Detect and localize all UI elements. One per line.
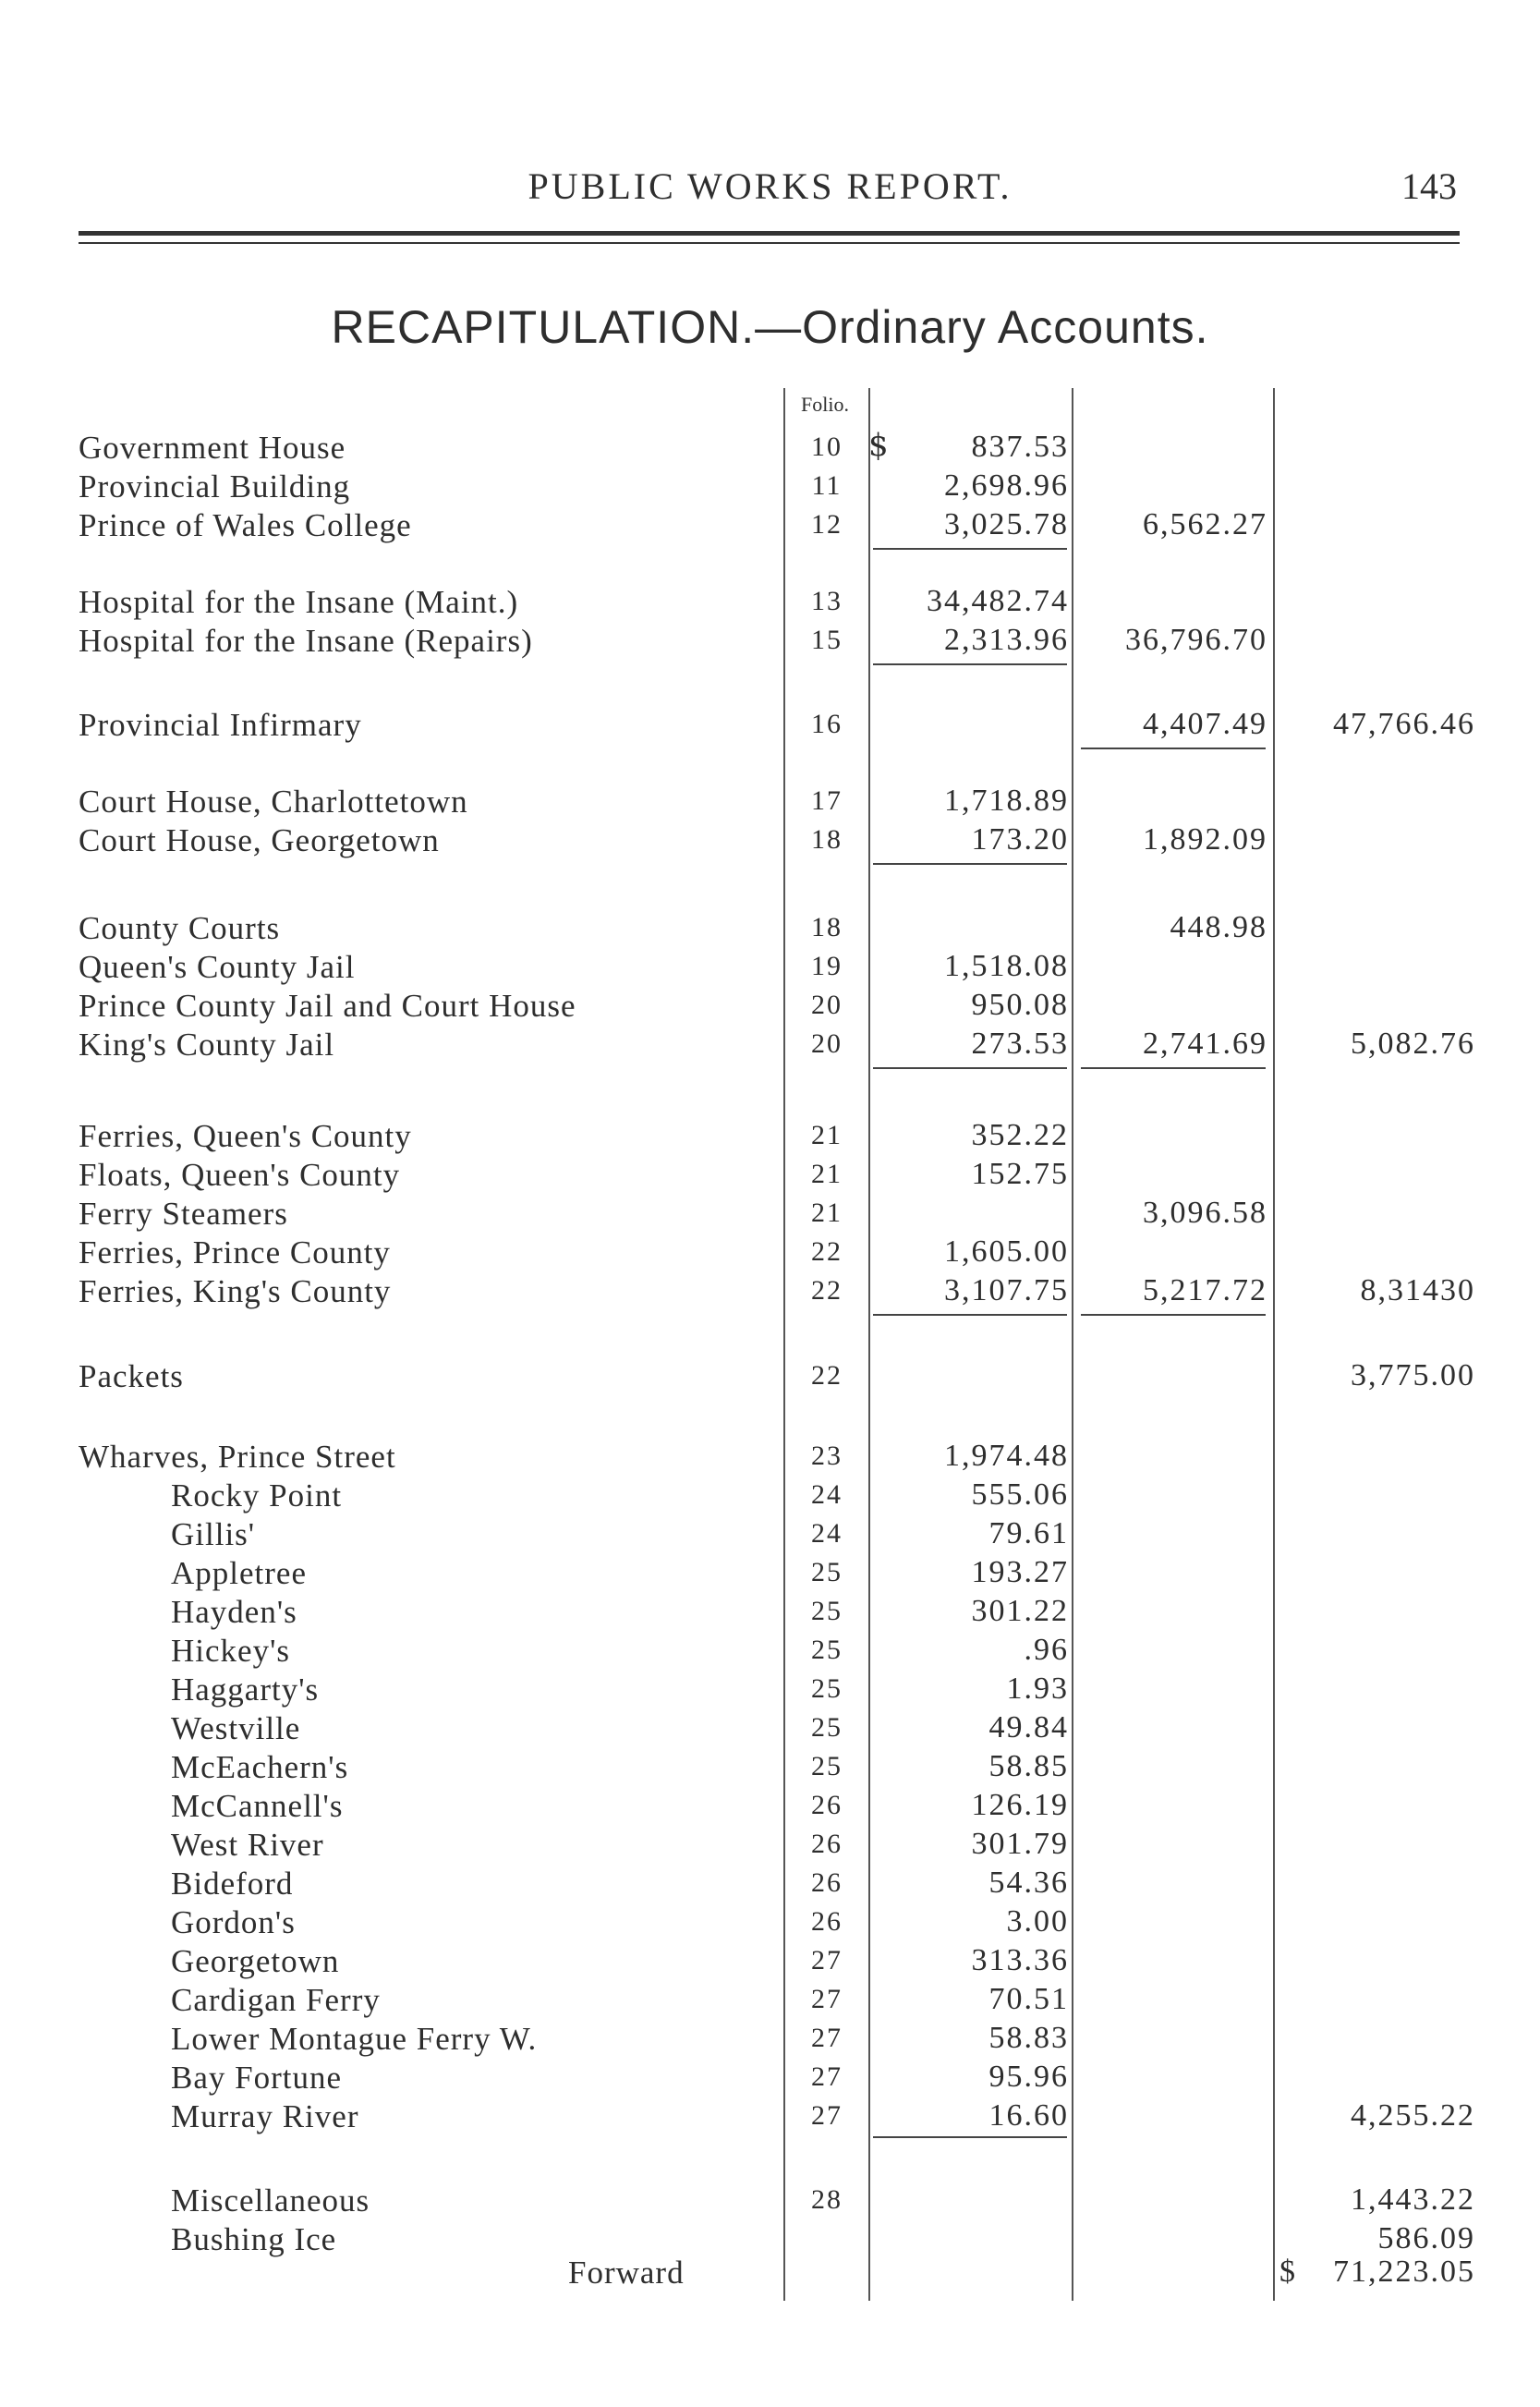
row-amount: 152.75 (971, 1157, 1069, 1191)
column-rule (873, 863, 1067, 865)
row-amount: 273.53 (971, 1027, 1069, 1061)
row-amount: 58.85 (988, 1749, 1069, 1783)
table-row (0, 1196, 1540, 1234)
row-amount: 313.36 (971, 1943, 1069, 1977)
row-folio: 26 (811, 1906, 843, 1937)
row-label: Cardigan Ferry (171, 1982, 381, 2018)
row-label: Hayden's (171, 1594, 297, 1630)
running-head-title: PUBLIC WORKS REPORT. (527, 165, 1013, 207)
row-amount: 79.61 (988, 1516, 1069, 1550)
table-row (0, 623, 1540, 662)
row-folio: 20 (811, 990, 843, 1020)
row-folio: 27 (811, 2100, 843, 2131)
row-total: 8,31430 (1360, 1273, 1475, 1307)
column-rule (1081, 1314, 1266, 1316)
row-folio: 26 (811, 1790, 843, 1820)
row-folio: 25 (811, 1673, 843, 1704)
row-label: McCannell's (171, 1788, 344, 1824)
row-folio: 25 (811, 1712, 843, 1743)
row-folio: 18 (811, 912, 843, 942)
row-amount: 3,025.78 (944, 507, 1069, 541)
table-row (0, 1982, 1540, 2021)
row-subtotal: 5,217.72 (1143, 1273, 1267, 1307)
forward-row (0, 2255, 1540, 2293)
running-head (0, 164, 1540, 211)
row-label: Rocky Point (171, 1477, 343, 1513)
table-row (0, 1788, 1540, 1827)
row-amount: 2,698.96 (944, 468, 1069, 503)
subtotal-rule (873, 2136, 1067, 2138)
row-subtotal: 6,562.27 (1143, 507, 1267, 541)
row-label: Gillis' (171, 1516, 256, 1552)
row-label: Lower Montague Ferry W. (171, 2021, 538, 2057)
row-amount: 301.79 (971, 1827, 1069, 1861)
row-label: Floats, Queen's County (79, 1157, 401, 1193)
row-label: Ferry Steamers (79, 1196, 288, 1232)
row-amount: 49.84 (988, 1710, 1069, 1744)
row-folio: 22 (811, 1236, 843, 1267)
row-label: Hospital for the Insane (Repairs) (79, 623, 533, 659)
table-row (0, 1234, 1540, 1273)
row-total: 4,255.22 (1351, 2098, 1475, 2133)
row-label: Hospital for the Insane (Maint.) (79, 584, 519, 620)
table-row (0, 784, 1540, 822)
row-label: Bay Fortune (171, 2060, 343, 2096)
row-total: 3,775.00 (1351, 1358, 1475, 1392)
row-amount: 950.08 (971, 988, 1069, 1022)
table-row (0, 1672, 1540, 1710)
row-folio: 25 (811, 1557, 843, 1587)
row-label: Ferries, Prince County (79, 1234, 391, 1270)
page-title: RECAPITULATION.—Ordinary Accounts. (331, 301, 1209, 353)
column-rule (1081, 1067, 1266, 1069)
table-row (0, 1710, 1540, 1749)
table-row (0, 1594, 1540, 1633)
row-total: 586.09 (1377, 2221, 1475, 2255)
table-row (0, 468, 1540, 507)
row-label: Wharves, Prince Street (79, 1439, 396, 1475)
row-label: Bushing Ice (171, 2221, 337, 2257)
table-row (0, 1516, 1540, 1555)
table-row (0, 2021, 1540, 2060)
row-amount: 1,974.48 (944, 1439, 1069, 1473)
row-folio: 15 (811, 625, 843, 655)
page-number: 143 (1401, 165, 1457, 207)
row-folio: 18 (811, 824, 843, 855)
row-folio: 11 (811, 470, 843, 501)
row-label: Haggarty's (171, 1672, 320, 1708)
row-amount: 555.06 (971, 1477, 1069, 1512)
folio-header: Folio. (801, 393, 849, 416)
row-folio: 21 (811, 1120, 843, 1150)
row-folio: 22 (811, 1275, 843, 1306)
table-row (0, 949, 1540, 988)
row-amount: 126.19 (971, 1788, 1069, 1822)
row-label: Court House, Charlottetown (79, 784, 468, 820)
table-row (0, 1633, 1540, 1672)
row-folio: 16 (811, 709, 843, 739)
row-folio: 27 (811, 2023, 843, 2053)
row-label: Court House, Georgetown (79, 822, 440, 858)
row-amount: 352.22 (971, 1118, 1069, 1152)
row-amount: 1,518.08 (944, 949, 1069, 983)
row-label: County Courts (79, 910, 281, 946)
row-total: 47,766.46 (1333, 707, 1475, 741)
table-row (0, 1358, 1540, 1397)
row-label: King's County Jail (79, 1027, 335, 1063)
row-folio: 12 (811, 509, 843, 540)
row-label: Provincial Infirmary (79, 707, 362, 743)
row-amount: 3,107.75 (944, 1273, 1069, 1307)
table-row (0, 584, 1540, 623)
row-folio: 17 (811, 785, 843, 816)
row-label: McEachern's (171, 1749, 349, 1785)
row-folio: 10 (811, 432, 843, 462)
column-rule (873, 548, 1067, 550)
row-folio: 19 (811, 951, 843, 981)
table-row (0, 1943, 1540, 1982)
column-rule (873, 663, 1067, 665)
row-subtotal: 36,796.70 (1125, 623, 1267, 657)
forward-label: Forward (568, 2255, 685, 2291)
row-label: Miscellaneous (171, 2182, 370, 2219)
row-label: Government House (79, 430, 346, 466)
row-label: Hickey's (171, 1633, 290, 1669)
row-amount: 34,482.74 (927, 584, 1069, 618)
row-folio: 27 (811, 1984, 843, 2014)
table-row (0, 1273, 1540, 1312)
row-folio: 24 (811, 1518, 843, 1549)
row-amount: 1,605.00 (944, 1234, 1069, 1269)
row-label: West River (171, 1827, 324, 1863)
table-row (0, 1827, 1540, 1866)
table-row (0, 1866, 1540, 1904)
row-folio: 21 (811, 1197, 843, 1228)
table-row (0, 1904, 1540, 1943)
row-folio: 25 (811, 1751, 843, 1781)
row-label: Appletree (171, 1555, 307, 1591)
table-row (0, 2060, 1540, 2098)
table-row (0, 1749, 1540, 1788)
row-amount: 301.22 (971, 1594, 1069, 1628)
row-folio: 22 (811, 1360, 843, 1391)
row-subtotal: 448.98 (1170, 910, 1267, 944)
row-amount: 58.83 (988, 2021, 1069, 2055)
table-row (0, 822, 1540, 861)
row-amount: 1.93 (1006, 1672, 1069, 1706)
forward-dollar-sign: $ (1279, 2255, 1295, 2289)
table-row (0, 988, 1540, 1027)
row-label: Westville (171, 1710, 301, 1746)
dollar-sign: $ (868, 427, 889, 464)
row-amount: 70.51 (988, 1982, 1069, 2016)
column-rule (873, 1067, 1067, 1069)
row-total: 5,082.76 (1351, 1027, 1475, 1061)
row-label: Prince County Jail and Court House (79, 988, 576, 1024)
row-folio: 27 (811, 1945, 843, 1975)
row-subtotal: 2,741.69 (1143, 1027, 1267, 1061)
column-rule (1081, 748, 1266, 749)
row-folio: 13 (811, 586, 843, 616)
row-amount: 173.20 (971, 822, 1069, 857)
row-amount: 837.53 (971, 430, 1069, 464)
row-label: Prince of Wales College (79, 507, 412, 543)
row-label: Provincial Building (79, 468, 351, 504)
table-row (0, 2098, 1540, 2137)
row-folio: 25 (811, 1596, 843, 1626)
row-label: Ferries, King's County (79, 1273, 392, 1309)
table-row (0, 1555, 1540, 1594)
row-label: Gordon's (171, 1904, 296, 1940)
table-row (0, 1157, 1540, 1196)
table-row (0, 430, 1540, 468)
row-folio: 21 (811, 1159, 843, 1189)
table-row (0, 507, 1540, 546)
row-folio: 26 (811, 1829, 843, 1859)
table-row (0, 707, 1540, 746)
row-total: 1,443.22 (1351, 2182, 1475, 2217)
row-folio: 20 (811, 1028, 843, 1059)
table-row (0, 1027, 1540, 1065)
row-subtotal: 3,096.58 (1143, 1196, 1267, 1230)
table-row (0, 1477, 1540, 1516)
row-subtotal: 4,407.49 (1143, 707, 1267, 741)
row-folio: 23 (811, 1441, 843, 1471)
row-amount: 193.27 (971, 1555, 1069, 1589)
row-label: Queen's County Jail (79, 949, 356, 985)
forward-total: 71,223.05 (1333, 2255, 1475, 2289)
row-label: Murray River (171, 2098, 359, 2134)
row-amount: 16.60 (988, 2098, 1069, 2133)
row-label: Bideford (171, 1866, 294, 1902)
row-amount: 1,718.89 (944, 784, 1069, 818)
row-folio: 28 (811, 2184, 843, 2215)
table-row (0, 1439, 1540, 1477)
row-label: Packets (79, 1358, 184, 1394)
row-amount: 2,313.96 (944, 623, 1069, 657)
row-folio: 24 (811, 1479, 843, 1510)
row-subtotal: 1,892.09 (1143, 822, 1267, 857)
row-folio: 27 (811, 2061, 843, 2092)
row-label: Ferries, Queen's County (79, 1118, 412, 1154)
row-amount: .96 (1024, 1633, 1069, 1667)
table-row (0, 1118, 1540, 1157)
table-row (0, 2182, 1540, 2221)
row-folio: 25 (811, 1635, 843, 1665)
row-folio: 26 (811, 1867, 843, 1898)
header-rule-thin (79, 242, 1460, 244)
row-label: Georgetown (171, 1943, 340, 1979)
row-amount: 3.00 (1006, 1904, 1069, 1939)
row-amount: 95.96 (988, 2060, 1069, 2094)
column-rule (873, 1314, 1067, 1316)
header-rule-thick (79, 231, 1460, 236)
table-row (0, 910, 1540, 949)
row-amount: 54.36 (988, 1866, 1069, 1900)
